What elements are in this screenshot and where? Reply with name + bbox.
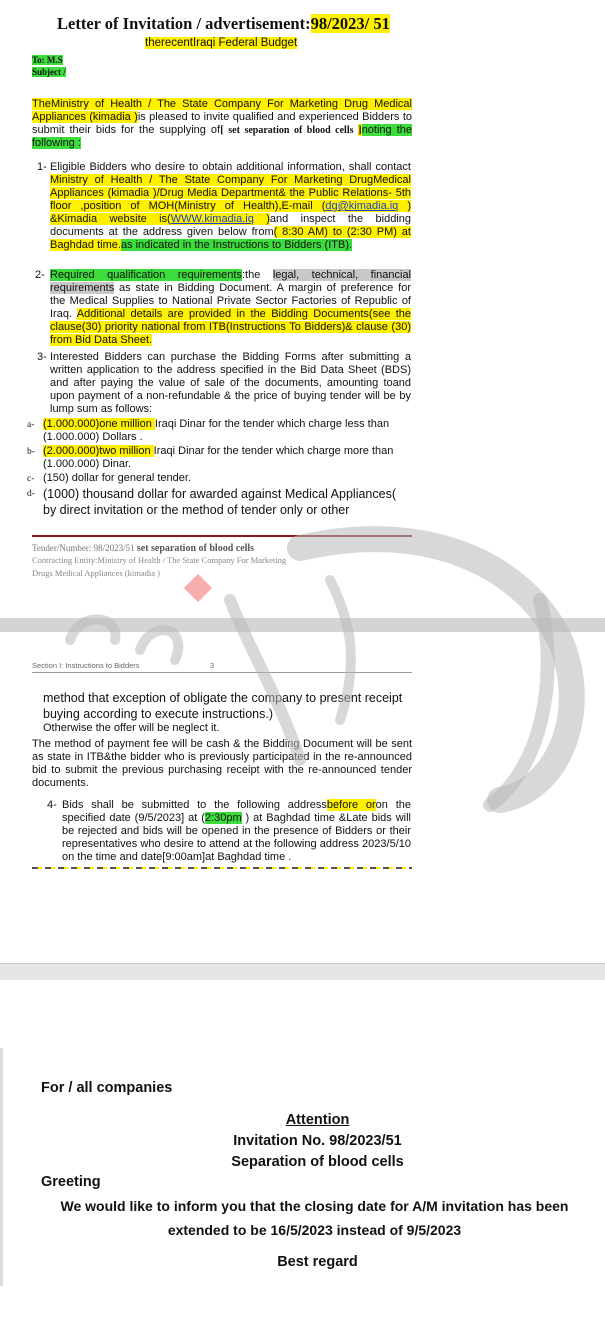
clause-4-text: Bids shall be submitted to the following address [62, 799, 327, 811]
clause-2-heading: Required qualification requirements [50, 269, 242, 281]
payment-paragraph: The method of payment fee will be cash & the Bidding Document will be sent as state in ITB&the bidder who is previously participated in the re-announced bid to submit the previous purchasing receipt with the re-announced tender documents. [32, 738, 412, 789]
budget-subtitle [145, 37, 297, 49]
fee-b-text: Iraqi Dinar for the tender which charge more than (1.000.000) Dinar. [43, 445, 394, 470]
notice-left-border [0, 1048, 3, 1286]
intro-text: is pleased to invite qualified and experienced Bidders to submit their bids for the supplying of [32, 111, 412, 136]
intro-paragraph [32, 98, 412, 150]
watermark-glyph-2 [140, 630, 178, 660]
ref-number: 98/2023/ 51 [310, 14, 390, 33]
to-line [32, 55, 63, 65]
watermark-diamond [184, 574, 212, 602]
continued-text: method that exception of obligate the company to present receipt buying according to execute instructions.) [43, 691, 403, 721]
fee-d: (1000) thousand dollar for awarded against Medical Appliances( by direct invitation or the method of tender only or other [43, 487, 396, 517]
subject-text: Subject / [32, 67, 66, 77]
email-link[interactable]: dg@kimadia.iq [325, 200, 399, 212]
fee-a-label: a- [27, 420, 35, 430]
notice-attention: Attention [285, 1112, 350, 1128]
fee-c: (150) dollar for general tender. [43, 472, 191, 484]
fee-a [43, 418, 411, 444]
letter-title [57, 14, 390, 34]
clause-2-text: :the [241, 269, 273, 281]
clause-2-details: Additional details are provided in the Bidding Documents(see the clause(30) priority national from ITB(Instructions To Bidders)& clause (30) from Bid Data Sheet. [50, 308, 411, 346]
item-name: set separation of blood cells [223, 125, 359, 136]
notice-body-line-1: We would like to inform you that the closing date for A/M invitation has been [60, 1198, 569, 1214]
clause-1-website-label: ) &Kimadia website is( [50, 200, 411, 225]
notice-greeting: Greeting [41, 1174, 101, 1190]
clause-1-text: Eligible Bidders who desire to obtain additional information, shall contact [50, 161, 411, 173]
cut-text-line [32, 866, 412, 870]
clause-4-number: 4- [47, 799, 57, 811]
fee-b [43, 445, 411, 471]
clause-2-requirements: legal, technical, financial requirements [50, 269, 412, 294]
notice-closing: Best regard [277, 1254, 358, 1270]
title-text: Letter of Invitation / advertisement: [57, 14, 311, 33]
fee-a-amount: (1.000.000)one million [43, 418, 155, 430]
intro-highlight: TheMinistry of Health / The State Company For Marketing Drug Medical Appliances (kimadia ) [32, 98, 412, 123]
clause-1-text-2: and inspect the bidding documents at the address given below from [50, 213, 411, 238]
notice-recipient: For / all companies [41, 1080, 173, 1096]
section-header: Section I: Instructions to Bidders [32, 661, 140, 670]
notice-item: Separation of blood cells [231, 1154, 404, 1170]
clause-2-text-2: as state in Bidding Document. A margin of preference for the Medical Supplies to National Private Sector Factories of Republic of Iraq. [50, 282, 411, 320]
clause-1-hours: ( 8:30 AM) to (2:30 PM) at Baghdad time. [50, 226, 411, 251]
cut-text-fragment [32, 867, 412, 869]
clause-1-number: 1- [37, 161, 47, 173]
clause-2 [50, 269, 411, 347]
clause-1-itb: as indicated in the Instructions to Bidders (ITB). [120, 239, 353, 251]
fee-d-label: d- [27, 489, 35, 499]
clause-1-contact: Ministry of Health / The State Company For Marketing DrugMedical Appliances (kimadia )/Drug Media Department& the Public Relations- 5th floor ,position of MOH(Ministry of Health),E-mail ( [50, 174, 411, 212]
fee-a-text: Iraqi Dinar for the tender which charge less than (1.000.000) Dollars . [43, 418, 390, 443]
tender-item: set separation of blood cells [136, 543, 255, 554]
clause-3-number: 3- [37, 351, 47, 363]
clause-3: Interested Bidders can purchase the Bidding Forms after submitting a written application to the address specified in the Bid Data Sheet (BDS) and after paying the value of sale of the documents, amounting toand upon payment of a non-refundable & the price of buying tender will be by lump sum as follows: [50, 351, 411, 415]
clause-4 [62, 799, 411, 864]
clause-4-before: before or [326, 799, 376, 811]
page-gap [0, 618, 605, 632]
subject-line [32, 67, 66, 77]
page-footer-rule [32, 535, 412, 537]
fee-b-label: b- [27, 447, 35, 457]
page-gap-2 [0, 963, 605, 980]
noting-text: noting the following : [32, 124, 413, 149]
section-rule [32, 672, 412, 673]
notice-invitation-number: Invitation No. 98/2023/51 [233, 1133, 402, 1149]
tender-number-line [32, 543, 254, 554]
contracting-entity-2: Drugs Medical Appliances (kimadia ) [32, 568, 160, 578]
contracting-entity: Contracting Entity:Ministry of Health / The State Company For Marketing [32, 555, 287, 565]
page-number: 3 [210, 661, 215, 670]
to-text: To: M.S [32, 55, 63, 65]
clause-2-number: 2- [35, 269, 45, 281]
clause-1 [50, 161, 411, 252]
notice-body-line-2: extended to be 16/5/2023 instead of 9/5/2023 [167, 1222, 462, 1238]
budget-subtitle-text: therecentIraqi Federal Budget [145, 37, 298, 49]
fee-b-amount: (2.000.000)two million [43, 445, 154, 457]
clause-4-text-2: ) at Baghdad time &Late bids will be rejected and bids will be opened in the presence of Bidders or their representatives who desire to attend at the following address 2023/5/10 on the time and date[9:00am]at Baghdad time . [62, 812, 411, 863]
website-link[interactable]: WWW.kimadia.iq [170, 213, 254, 225]
bracket-open: [ [220, 124, 224, 136]
neglect-text: Otherwise the offer will be neglect it. [43, 722, 220, 734]
clause-1-paren: ) [253, 213, 270, 225]
clause-4-time: 2:30pm [204, 812, 242, 824]
bracket-close: ] [358, 124, 362, 136]
clause-4-date: on the specified date (9/5/2023] at ( [62, 799, 411, 824]
tender-number: Tender/Number: 98/2023/51 [32, 543, 137, 553]
fee-c-label: c- [27, 474, 35, 484]
